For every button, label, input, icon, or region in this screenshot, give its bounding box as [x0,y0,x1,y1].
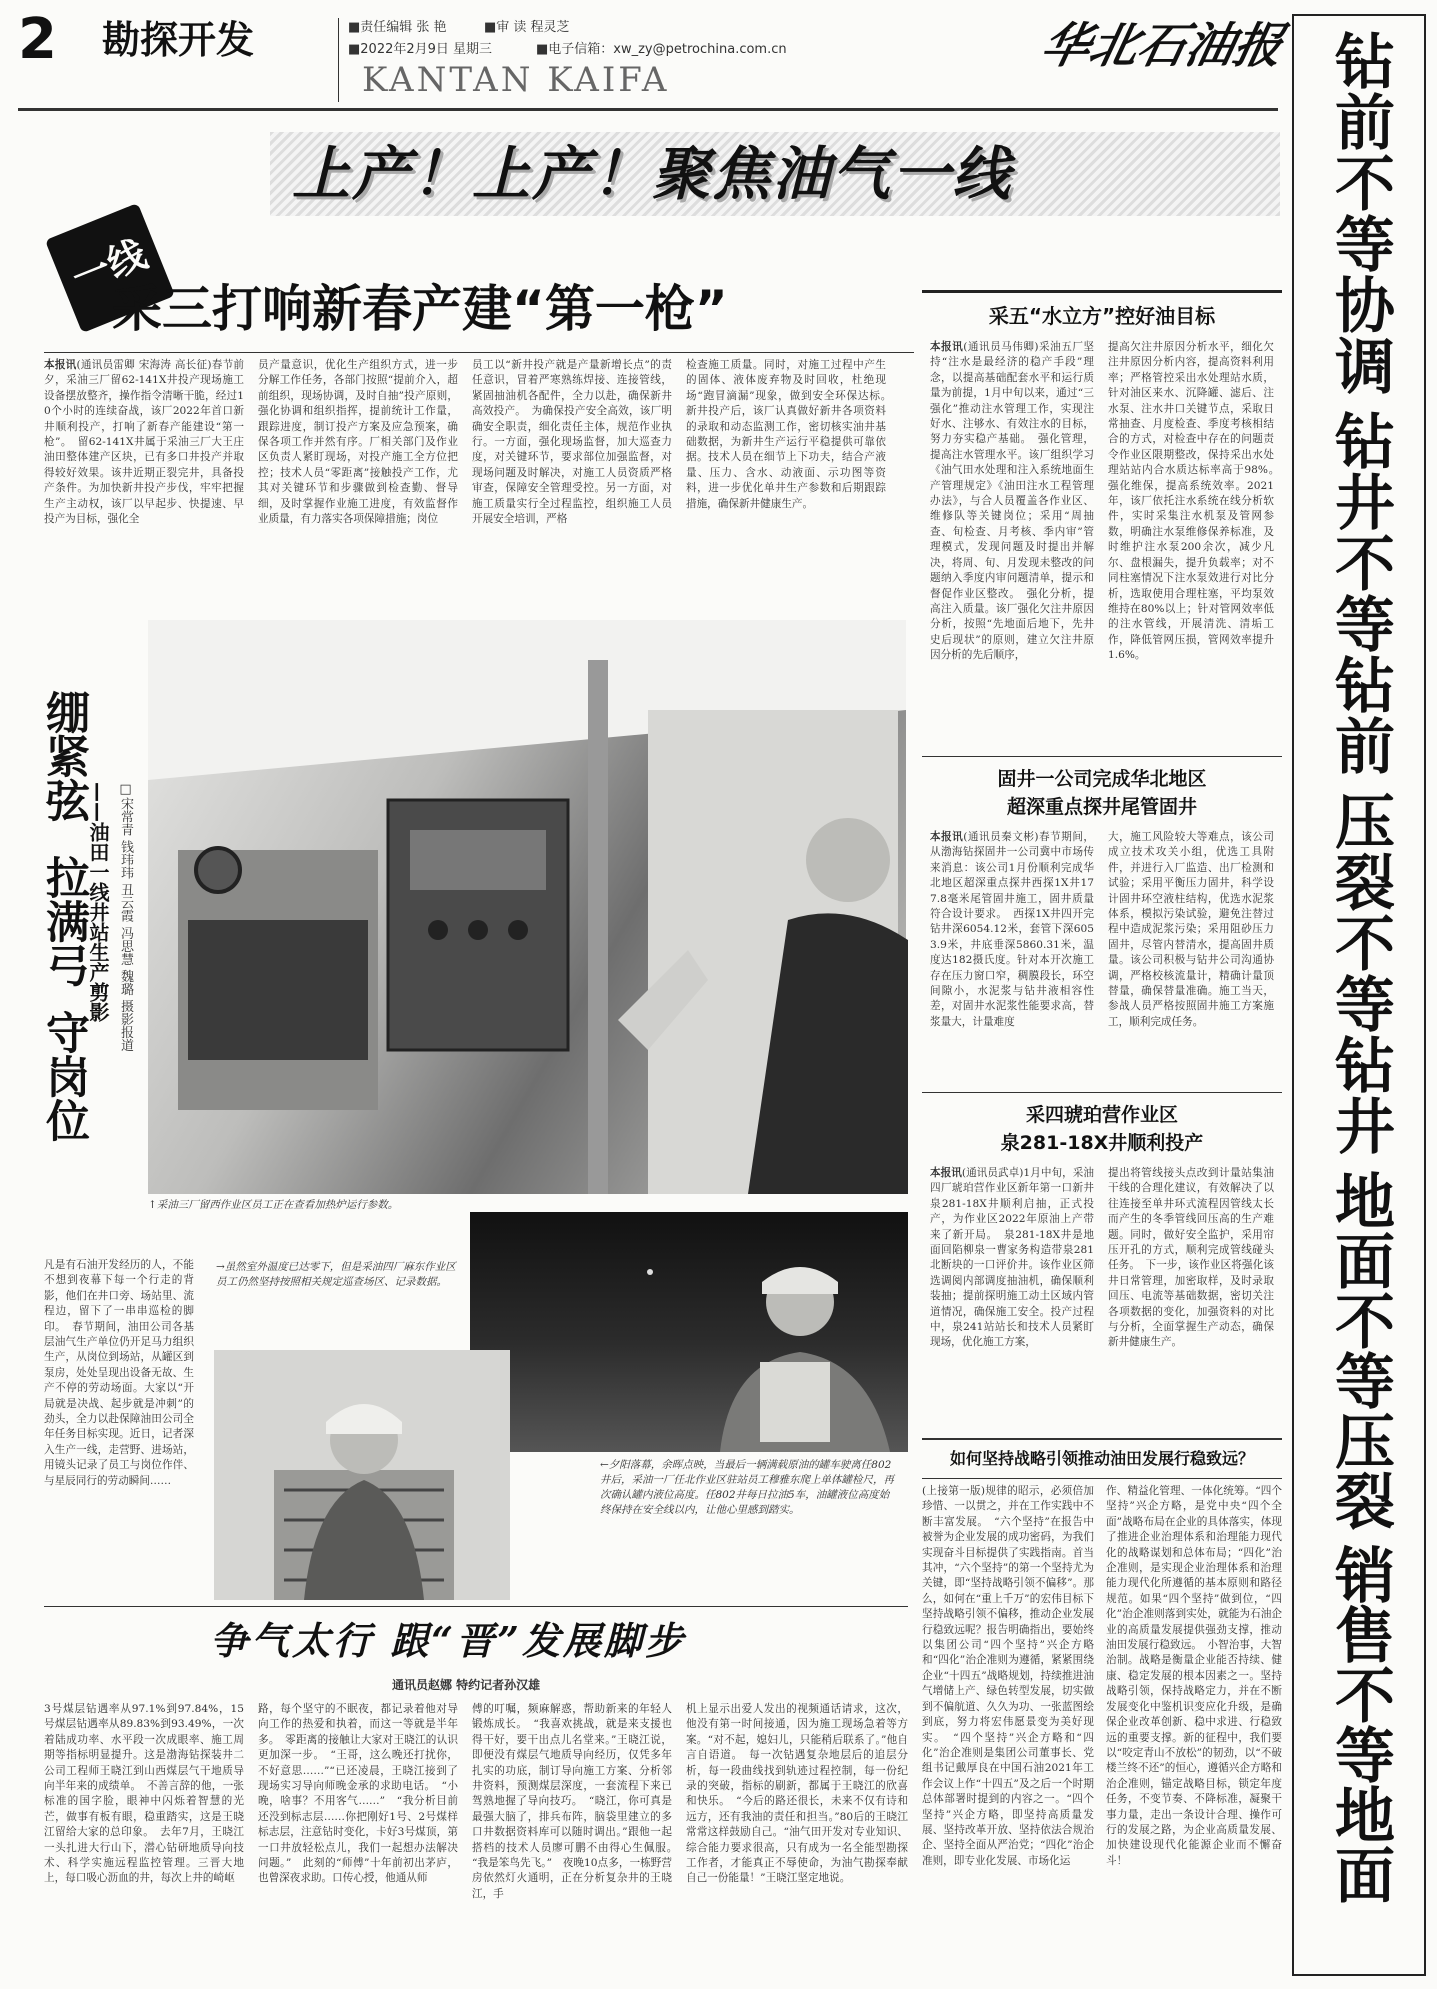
furnace-illustration [148,620,906,1194]
section-title: 勘探开发 [102,18,255,62]
zhengqi-column-2: 路，每个坚守的不眠夜，都记录着他对导向工作的热爱和执着，而这一等就是半年多。 零距离的接触让大家对王晓江的认识更加深一步。 “王哥，这么晚还打扰你，不好意思……”“已还凌晨，王晓江接到了现场实习导向师晚金承的求助电话。 “小晚，啥事？不用客气……” “我分析目前还没到标志层……你把刚好1号、2号煤样标志层，注意钻时变化，卡好3号煤顶，第一口井放轻松点儿，我们一起想办法解决问题。” 此刻的“师傅”十年前初出茅庐，也曾深夜求助。口传心授，他通从师 [258,1703,458,1885]
editor-credit: ■责任编辑 张 艳 [348,20,447,35]
zhengqi-column-3: 傅的叮嘱，频麻解惑，帮助新来的年轻人锻炼成长。 “我喜欢挑战，就是来支援也得干好，要干出点儿名堂来。”王晓江说，即便没有煤层气地质导向经历，仅凭多年扎实的功底，制订导向施工方案、分析邻井资料，预测煤层深度，一套流程下来已驾熟地握了导向技巧。 “晓江，你可真是最强大脑了，排兵布阵，脑袋里建立的多口井数据资料库可以随时调出。”跟他一起搭档的技术人员廖可鹏不由得心生佩服。 “我是笨鸟先飞。” 夜晚10点多，一栋野营房依然灯火通明，正在分析复杂井的王晓江，手 [472,1703,683,1900]
slogan-column-3: 压裂不等钻井 [1325,790,1395,1156]
reviewer-credit: ■审 读 程灵芝 [484,20,570,35]
water-column-2: 提高欠注井原因分析水平，细化欠注井原因分析内容，提高资料利用率；严格管控采出水处理站水质，针对油区来水、沉降罐、滤后、注水泵、注水井口关键节点，采取日常抽查、月度检查、季度考核相结合的方式，对检查中存在的问题责令作业区限期整改，保持采出水处理站站内合水质达标率高于98%。 强化维保，提高系统效率。2021年，该厂依托注水系统在线分析软件，实时采集注水机泵及管网参数，明确注水泵维修保养标准，及时维护注水泵200余次，减少凡尔、盘根漏失，提升负载率；对不同柱塞情况下注水泵效进行对比分析，选取使用合理柱塞，平均泵效维持在80%以上；针对管网效率低的注水管线，开展清洗、清垢工作，降低管网压损，管网效率提升1.6%。 [1108,341,1285,662]
hupo-headline-line-1: 采四琥珀营作业区 [1025,1104,1178,1126]
slogan-column-5: 销售不等地面 [1325,1544,1395,1904]
zhengqi-column-1: 3号煤层钻遇率从97.1%到97.84%，15号煤层钻遇率从89.83%到93.49%，一次着陆成功率、水平段一次成眼率、施工周期等指标明显提升。这是渤海钻探装井二公司工程师王晓江到山西煤层气干地质导向半年来的成绩单。 不善言辞的他，一张标准的国字脸，眼神中闪烁着智慧的光芒，做事有板有眼，稳重踏实，这是王晓江留给大家的总印象。 去年7月，王晓江一头扎进大行山下，潜心钻研地质导向技术、科学实施远程监控管理。三晋大地上，每口吸心沥血的井，每次上井的崎岖 [44,1703,244,1885]
slogan-column-4: 地面不等压裂 [1325,1170,1395,1530]
caption-mid-photo: →虽然室外温度已达零下，但是采油四厂麻东作业区员工仍然坚持按照相关规定巡查场区、记录数据。 [216,1261,456,1288]
hupo-column-2: 提出将管线接头点改到计量站集油干线的合理化建议，有效解决了以往连接至单井环式流程因管线太长而产生的冬季管线回压高的生产难题。同时，做好安全监护，采用帘压开孔的方式，顺利完成管线碰头任务。 下一步，该作业区将强化该井日常管理，加密取样，及时录取回压、电流等基础数据，密切关注各项数据的变化，加强资料的对比与分析，全面掌握生产动态，确保新井健康生产。 [1108,1167,1274,1349]
header-rule [18,108,1278,111]
slogan-banner-text: 上产！上产！聚焦油气一线 [292,140,1013,208]
slogan-column-1: 钻前不等协调 [1325,30,1395,396]
water-byline: 本报讯 [930,341,964,353]
lead-headline-rule [44,352,914,353]
gujing-rule [922,756,1282,757]
zhengqi-rule [44,1606,908,1607]
lead-column-4: 检查施工质量。同时，对施工过程中产生的固体、液体废弃物及时回收，杜绝现场“跑冒滴漏”现象，做到安全环保达标。 新井投产后，该厂认真做好新井各项资料的录取和动态监测工作，密切核实油井基础数据，为新井生产运行平稳提供可靠依据。技术人员在细节上下功夫，结合产液量、压力、含水、动液面、示功图等资料，进一步优化单井生产参数和后期跟踪措施，确保新井健康生产。 [686,359,897,510]
hupo-col1-text: (通讯员武卓)1月中旬，采油四厂琥珀营作业区新年第一口新井泉281-18X井顺利启抽，正式投产，为作业区2022年原油上产带来了新开局。 泉281-18X井是地面回陷柳泉一曹家务构造带泉281北断块的一口评价井。该作业区筛选调阅内部调度抽油机，确保顺利装抽；提前探明施工动土区域内管道情况，确保施工安全。投产过程中，泉241站站长和技术人员紧盯现场，优化施工方案， [930,1167,1094,1349]
photo-night-worker [470,1212,908,1452]
lead-column-3: 员工以“新井投产就是产量新增长点”的责任意识，冒着严寒熟练焊接、连接管线，紧固抽油机各配件，全力以赴，确保新井高效投产。 为确保投产安全高效，该厂明确安全职责，细化责任主体，规范作业执行。一方面，强化现场监督，加大巡查力度，对关键环节，要求部位加强监督，对现场问题及时解决，对施工人员资质严格审查，保障安全管理受控。另一方面，对施工质量实行全过程监控，组织施工人员开展安全培训，严格 [472,359,672,526]
strategy-headline: 如何坚持战略引领推动油田发展行稳致远？ [949,1449,1254,1468]
lead-column-2: 员产量意识，优化生产组织方式，进一步分解工作任务，各部门按照“提前介入，超前组织，现场协调，及时自抽”投产原则，强化协调和组织指挥，提前统计工作量，跟踪进度，制订投产方案及应急预案，确保各项工作并然有序。厂相关部门及作业区负责人紧盯现场，对投产施工全方位把控；技术人员“零距离”接触投产工作，尤其对关键环节和步骤做到检查勤、督导细，及时掌握作业施工进度，有效监督作业质量，有力落实各项保障措施；岗位 [258,359,458,526]
section-pinyin: KANTAN KAIFA [362,60,670,100]
masthead-logo: 华北石油报 [1036,18,1288,74]
strategy-column-1: (上接第一版)规律的昭示，必须倍加珍惜、一以贯之，并在工作实践中不断丰富发展。 “六个坚持”在报告中被誉为企业发展的成功密码，为我们实现奋斗目标提供了实践指南。首当其冲，“六个坚持”的第一个坚持尤为关键，即“坚持战略引领不偏移”。那么，如何在“重上千万”的宏伟目标下坚持战略引领不偏移，推动企业发展行稳致远呢？报告明确指出，要始终以集团公司“四个坚持”兴企方略和“四化”治企准则为遵循，紧紧围绕企业“十四五”战略规划，持续推进油气增储上产、绿色转型发展，切实做到不偏航道、久久为功、一张蓝图绘到底，努力将宏伟愿景变为美好现实。 “四个坚持”兴企方略和“四化”治企准则是集团公司董事长、党组书记戴厚良在中国石油2021年工作会议上作“十四五”及之后一个时期总体部署时提到的内容之一。“四个坚持”兴企方略，即坚持高质量发展、坚持改革开放、坚持依法合规治企、坚持全面从严治党；“四化”治企准则，即专业化发展、市场化运 [922,1485,1094,1867]
hupo-headline-line-2: 泉281-18X井顺利投产 [1000,1132,1204,1154]
caption-bottom-photo: ←夕阳落幕，余晖点映，当最后一辆满载原油的罐车驶离任802井后，采油一厂任北作业区驻站员工穆雅东爬上单体罐检尺，再次确认罐内液位高度。任802井每日拉油5车，油罐液位高度始终保持在安全线以内，让他心里感到踏实。 [600,1459,894,1516]
water-column-1 [930,340,1094,746]
photo-heating-furnace [148,620,906,1194]
frontline-stamp-text: 一线 [65,231,153,301]
hupo-column-1 [930,1166,1094,1422]
caption-main-photo: ↑采油三厂留西作业区员工正在查看加热炉运行参数。 [148,1199,399,1211]
feature-subtitle: ——油田一线井站生产剪影 [86,782,110,1022]
water-headline: 采五“水立方”控好油目标 [988,304,1216,328]
feature-credits: □宋常青 钱玮玮 丑云霞 冯思慧 魏璐 摄影报道 [118,782,133,1052]
hupo-byline: 本报讯 [930,1167,962,1179]
feature-title-line-3: 守岗位 [38,1010,89,1142]
gujing-column-2: 大，施工风险较大等难点，该公司成立技术攻关小组，优选工具附件，并进行入厂监造、出厂检测和试验；采用平衡压力固井，科学设计固井环空液柱结构，优选水泥浆体系，模拟污染试验，避免注替过程中造成泥浆污染；采用阻砂压力固井，尽管内替清水，提高固井质量。该公司积极与钻井公司沟通协调，严格校核流量计，精确计量顶替量，确保替量准确。施工当天，参战人员严格按照固井施工方案施工，顺利完成任务。 [1108,831,1274,1028]
water-col1-text: (通讯员马伟卿)采油五厂坚持“注水是最经济的稳产手段”理念，以提高基础配套水平和运行质量为前提，1月中旬以来，通过“三强化”推动注水管理工作，实现注好水、注够水、有效注水的目标，努力夯实稳产基础。 强化管理，提高注水管理水平。该厂组织学习《油气田水处理和注入系统地面生产管理规定》《油田注水工程管理办法》，与合人员覆盖各作业区、维修队等关键岗位；采用“周抽查、旬检查、月考核、季内审”管理模式，发现问题及时提出并解决，将周、旬、月发现未整改的问题纳入季度内审问题清单，提示和督促作业区整改。 强化分析，提高注入质量。该厂强化欠注井原因分析，按照“先地面后地下，先井史后现状”的原则，建立欠注井原因分析的先后顺序， [930,341,1094,662]
page-number: 2 [18,7,57,72]
tank-ladder-illustration [214,1350,510,1600]
gujing-byline: 本报讯 [930,831,964,843]
lead-column-1 [44,358,244,616]
gujing-col1-text: (通讯员秦文彬)春节期间，从渤海钻探固井一公司冀中市场传来消息：该公司1月份顺利完成华北地区超深重点探井西探1X井177.8毫米尾管固井施工，固井质量符合设计要求。 西探1X井四开完钻井深6054.12米，套管下深6053.9米，井底垂深5860.31米，温度达182摄氏度。针对本开次施工存在压力窗口窄，稠膜段长，环空间隙小，水泥浆与钻井液相容性差，对固井水泥浆性能要求高，替浆量大，计量难度 [930,831,1094,1028]
zhengqi-column-4: 机上显示出爱人发出的视频通话请求，这次，他没有第一时间接通，因为施工现场急着等方案。“对不起，媳妇儿，只能稍后联系了。”他自言自语道。 每一次钻遇复杂地层后的追层分析，每一段曲线找到轨迹过程控制，每一份纪录的突破，指标的刷新，都属于王晓江的欣喜和快乐。 “今后的路还很长，未来不仅有诗和远方，还有我油的责任和担当。”80后的王晓江常常这样鼓励自己。“油气田开发对专业知识、综合能力要求很高，只有成为一名全能型勘探工作者，才能真正不辱使命，为油气勘探奉献自己一份能量！”王晓江坚定地说。 [686,1703,908,1885]
hupo-rule [922,1092,1282,1093]
zhengqi-headline: 争气太行 跟“晋”发展脚步 [210,1618,686,1663]
strategy-column-2: 作、精益化管理、一体化统筹。“四个坚持”兴企方略，是党中央“四个全面”战略布局在企业的具体落实，体现了推进企业治理体系和治理能力现代化的战略谋划和总体布局；“四化”治企准则，是实现企业治理体系和治理能力现代化所遵循的基本原则和路径规范。如果“四个坚持”做到位，“四化”治企准则落到实处，就能为石油企业的高质量发展提供强劲支撑，推动油田发展行稳致远。 小智治事，大智治制。战略是衡量企业能否持续、健康、稳定发展的根本因素之一。坚持战略引领，保持战略定力，并在不断发展变化中鉴机识变应化升级，是确保企业改革创新、稳中求进、行稳致远的重要支撑。新的征程中，我们要以“咬定青山不放松”的韧劲，以“不破楼兰终不还”的恒心，遵循兴企方略和治企准则，锚定战略目标，锁定年度任务，不变节奏、不降标准，凝聚干事力量，走出一条设计合理、操作可行的发展之路，为企业高质量发展、加快建设现代化能源企业而不懈奋斗！ [1106,1485,1282,1867]
slogan-column-2: 钻井不等钻前 [1325,410,1395,776]
gujing-column-1 [930,830,1094,1080]
strategy-headline-rule [922,1478,1282,1479]
header-divider-vertical [338,18,339,102]
email-address: ■电子信箱：xw_zy@petrochina.com.cn [536,42,787,57]
lead-byline: 本报讯 [44,359,77,371]
gujing-headline-line-2: 超深重点探井尾管固井 [1006,796,1197,818]
lead-headline: 采三打响新春产建“第一枪” [112,280,728,338]
feature-body-text: 凡是有石油开发经历的人，不能不想到夜幕下每一个行走的背影，他们在井口旁、场站里、流程边，留下了一串串巡检的脚印。 春节期间，油田公司各基层油气生产单位仍开足马力组织生产，从岗位到场站，从罐区到泵房，处处呈现出设备无故、生产不停的劳动场面。大家以“开局就是决战、起步就是冲刺”的劲头，全力以赴保障油田公司全年任务目标实现。近日，记者深入生产一线，走营野、进场站，用镜头记录了员工与岗位作伴、与星辰同行的劳动瞬间…… [44,1259,194,1487]
lead-col1-text: (通讯员雷卿 宋海涛 高长征)春节前夕，采油三厂留62-141X井投产现场施工设备摆放整齐，操作指令清晰干脆，经过10个小时的连续奋战，该厂2022年首口新井顺利投产，打响了新春产能建设“第一枪”。 留62-141X井属于采油三厂大王庄油田整体建产区块，已有多口井投产并取得较好效果。该井近期正裂完井，具备投产条件。为加快新井投产步伐，牢牢把握生产主动权，该厂以早起步、快提速、早投产为目标，强化全 [44,359,245,526]
gujing-headline-line-1: 固井一公司完成华北地区 [997,768,1207,790]
photo-tank-ladder [214,1350,510,1600]
zhengqi-byline: 通讯员赵娜 特约记者孙汉雄 [392,1678,541,1692]
strategy-rule [922,1438,1282,1440]
feature-title-line-2: 拉满弓 [38,855,89,987]
issue-date: ■2022年2月9日 星期三 [348,42,493,57]
feature-title-line-1: 绷紧弦 [38,690,89,822]
night-worker-illustration [470,1212,908,1452]
